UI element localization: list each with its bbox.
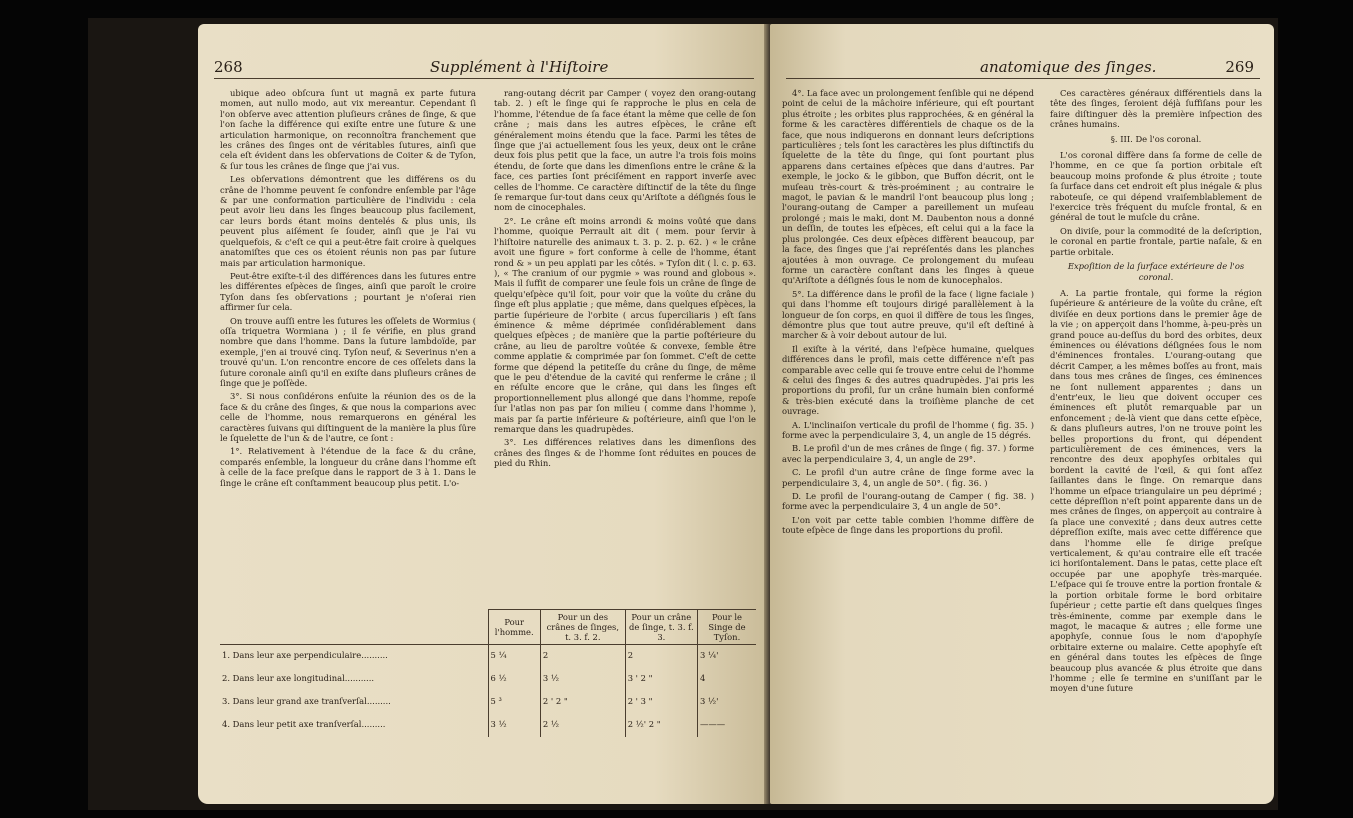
paragraph: B. Le profil d'un de mes crânes de ſinge ( fig. 37. ) forme avec la perpendiculaire 3, 4, un angle de 29°. — [782, 443, 1034, 464]
table-cell: ——— — [697, 714, 756, 737]
page-number: 268 — [214, 58, 243, 76]
table-row — [220, 714, 756, 737]
table-row — [220, 691, 756, 714]
running-head-title: anatomique des ſinges. — [980, 58, 1157, 76]
paragraph: 5°. La différence dans le profil de la face ( ligne faciale ) qui dans l'homme eſt toujours dirigé parallèlement à la longueur de ſon corps, en quoi il diffère de tous les ſinges, démontre plus que tout autre preuve, qu'il eſt deſtiné à marcher & à voir debout autour de lui. — [782, 288, 1034, 341]
table-header-row — [220, 610, 756, 645]
table-cell: 3 ' 2 " — [625, 668, 697, 691]
table-header: Pour l'homme. — [488, 610, 540, 645]
paragraph: L'on voit par cette table combien l'homme diffère de toute eſpèce de ſinge dans les proportions du profil. — [782, 514, 1034, 536]
table-cell: 5 ³ — [488, 691, 540, 714]
table-cell: 2 ' 3 " — [625, 691, 697, 714]
table-row — [220, 645, 756, 669]
paragraph: Ces caractères généraux différentiels dans la tête des ſinges, ſeroient déjà ſuffiſans pour les faire diſtinguer dès la première inſpection des crânes humains. — [1050, 88, 1262, 130]
paragraph: Peut-être exiſte-t-il des différences dans les ſutures entre les différentes eſpèces de ſinges, ainſi que paroît le croire Tyſon dans ſes obſervations ; pourtant je n'oſerai rien affirmer ſur cela. — [220, 270, 476, 313]
row-label: 1. Dans leur axe perpendiculaire.......... — [222, 650, 388, 660]
table-header: Pour un des crânes de ſinges, t. 3. f. 2. — [540, 610, 625, 645]
measurement-table — [220, 609, 756, 737]
text-column-right — [1050, 88, 1262, 697]
paragraph: rang-outang décrit par Camper ( voyez den orang-outang tab. 2. ) eſt le ſinge qui ſe rapproche le plus en cela de l'homme, l'étendue de ſa face étant la même que celle de ſon crâne ; mais dans les autres eſpèces, le crâne eſt généralement moins étendu que la face. Parmi les têtes de ſinge que j'ai actuellement ſous les yeux, deux ont le crâne deux fois plus petit que la face, un autre l'a trois fois moins étendu, de ſorte que dans les dimenſions entre le crâne & la face, ces parties ſont préciſément en rapport inverſe avec celles de l'homme. Ce caractère diſtinctif de la tête du ſinge ſe remarque ſur-tout dans ceux qu'Ariſtote a déſignés ſous le nom de cinocephales. — [494, 88, 756, 213]
paragraph: 3°. Les différences relatives dans les dimenſions des crânes des ſinges & de l'homme ſont réduites en pouces de pied du Rhin. — [494, 437, 756, 469]
table-header: Pour un crâne de ſinge, t. 3. f. 3. — [625, 610, 697, 645]
text-column-right — [494, 88, 756, 472]
table-cell: 3 ½' — [697, 691, 756, 714]
paragraph: On trouve auſſi entre les ſutures les oſſelets de Wormius ( oſſa triquetra Wormiana ) ; il ſe vérifie, en plus grand nombre que dans l'homme. Dans la ſuture lambdoïde, par exemple, j'en ai trouvé cinq. Tyſon neuf, & Severinus n'en a trouvé qu'un. L'on rencontre encore de ces oſſelets dans la ſuture coronale ainſi qu'il en exiſte dans pluſieurs crânes de ſinge que je poſſède. — [220, 315, 476, 388]
paragraph: C. Le profil d'un autre crâne de ſinge forme avec la perpendiculaire 3, 4, un angle de 50°. ( fig. 36. ) — [782, 467, 1034, 488]
paragraph: L'os coronal diffère dans ſa forme de celle de l'homme, en ce que ſa portion orbitale eſt beaucoup moins profonde & plus étroite ; toute ſa ſurface dans cet endroit eſt plus inégale & plus raboteuſe, ce qui dépend vraiſemblablement de l'exercice très fréquent du muſcle frontal, & en général de tout le muſcle du crâne. — [1050, 150, 1262, 223]
paragraph: A. L'inclinaiſon verticale du profil de l'homme ( fig. 35. ) forme avec la perpendiculaire 3, 4, un angle de 15 dégrés. — [782, 419, 1034, 440]
running-head-title: Supplément à l'Hiſtoire — [430, 58, 609, 76]
right-page — [770, 24, 1274, 804]
table-cell: 4 — [697, 668, 756, 691]
paragraph: 1°. Relativement à l'étendue de la face & du crâne, comparés enſemble, la longueur du crâne dans l'homme eſt à celle de la face preſque dans le rapport de 3 à 1. Dans le ſinge le crâne eſt conſtamment beaucoup plus petit. L'o- — [220, 446, 476, 488]
table-cell: 3 ¼' — [697, 645, 756, 669]
left-page — [198, 24, 768, 804]
table-cell: 6 ½ — [488, 668, 540, 691]
page-number: 269 — [1225, 58, 1254, 76]
table-cell: 2 — [625, 645, 697, 669]
paragraph: 2°. Le crâne eſt moins arrondi & moins voûté que dans l'homme, quoique Perrault ait dit ( mem. pour ſervir à l'hiſtoire naturelle des animaux t. 3. p. 2. p. 62. ) « le crâne avoit une figure » fort conforme à celle de l'homme, étant rond & » un peu applati par les côtés. » Tyſon dit ( l. c. p. 63. ), « The cranium of our pygmie » was round and globous ». Mais il ſuffit de comparer une ſeule fois un crâne de ſinge de quelqu'eſpèce qu'il ſoit, pour voir que la voûte du crâne du ſinge eſt plus applatie ; que même, dans quelques eſpèces, la partie ſupérieure de l'orbite ( arcus ſuperciliaris ) eſt ſans éminence & même déprimée conſidérablement dans quelques eſpèces ; de manière que la partie poſtérieure du crâne, au lieu de paroître voûtée & convexe, ſemble être comme applatie & comprimée par ſon ſommet. C'eſt de cette forme que dépend la petiteſſe du crâne du ſinge, de même que le peu d'étendue de la cavité qui renferme le crâne ; il en réſulte encore que le crâne, qui dans les ſinges eſt proportionnellement plus allongé que dans l'homme, repoſe ſur l'atlas non pas par ſon milieu ( comme dans l'homme ), mais par ſa partie inférieure & poſtérieure, ainſi que l'on le remarque dans les quadrupèdes. — [494, 215, 756, 434]
paragraph: On diviſe, pour la commodité de la deſcription, le coronal en partie frontale, partie naſale, & en partie orbitale. — [1050, 225, 1262, 257]
table-cell: 2 ½' 2 " — [625, 714, 697, 737]
text-column-left — [220, 88, 476, 491]
row-label: 4. Dans leur petit axe tranſverſal......... — [222, 719, 386, 729]
book-spread — [88, 18, 1278, 810]
paragraph: 4°. La face avec un prolongement ſenſible qui ne dépend point de celui de la mâchoire inférieure, qui eſt pourtant plus étroite ; les orbites plus rapprochées, & en général la forme & les caractères différentiels de chaque os de la face, que nous indiquerons en donnant leurs deſcriptions particulières ; tels ſont les caractères les plus diſtinctifs du ſquelette de la tête du ſinge, qui ſont pourtant plus apparens dans certaines eſpèces que dans d'autres. Par exemple, le jocko & le gibbon, que Buffon décrit, ont le muſeau très-court & très-proéminent ; au contraire le magot, le pavian & le mandril l'ont beaucoup plus long ; l'ourang-outang de Camper a pareillement un muſeau prolongé ; mais le maki, dont M. Daubenton nous a donné un deſſin, de toutes les eſpèces, eſt celui qui a la face la plus prolongée. Ces deux eſpèces diffèrent beaucoup, par la face, des ſinges que j'ai repréſentés dans les planches ajoutées à mon ouvrage. Ce prolongement du muſeau forme un caractère conſtant dans les ſinges à queue qu'Ariſtote a déſignés ſous le nom de kunocephalos. — [782, 88, 1034, 286]
text-column-left — [782, 88, 1034, 539]
paragraph: ubique adeo obſcura ſunt ut magnā ex parte futura momen, aut nullo modo, aut vix mereantur. Cependant ſi l'on obſerve avec attention pluſieurs crânes de ſinge, & que l'on ſache la différence qui exiſte entre une ſuture & une articulation harmonique, on reconnoîtra franchement que les crânes des ſinges ont de véritables ſutures, ainſi que cela eſt évident dans les obſervations de Coiter & de Tyſon, & ſur tous les crânes de ſinge que j'ai vus. — [220, 88, 476, 171]
paragraph: Les obſervations démontrent que les différens os du crâne de l'homme peuvent ſe confondre enſemble par l'âge & par une conformation particulière de l'individu : cela peut avoir lieu dans les ſinges beaucoup plus facilement, car leurs bords étant moins dentelés & plus unis, ils peuvent plus aiſément ſe ſouder, ainſi que je l'ai vu quelquefois, & c'eſt ce qui a peut-être fait croire à quelques anatomiſtes que ces os étoient réunis non pas par ſuture mais par articulation harmonique. — [220, 174, 476, 268]
table-row — [220, 668, 756, 691]
row-label: 2. Dans leur axe longitudinal........... — [222, 673, 375, 683]
table-cell: 2 ' 2 " — [540, 691, 625, 714]
head-rule — [786, 78, 1260, 79]
section-heading: §. III. De l'os coronal. — [1110, 133, 1202, 144]
table-cell: 3 ½ — [488, 714, 540, 737]
table-cell: 5 ¼ — [488, 645, 540, 669]
table-cell: 3 ½ — [540, 668, 625, 691]
paragraph: 3°. Si nous conſidérons enſuite la réunion des os de la face & du crâne des ſinges, & que nous la comparions avec celle de l'homme, nous remarquerons en général les caractères ſuivans qui diſtinguent de la manière la plus ſûre le ſquelette de l'un & de l'autre, ce ſont : — [220, 391, 476, 443]
table-cell: 2 ½ — [540, 714, 625, 737]
row-label: 3. Dans leur grand axe tranſverſal......... — [222, 696, 391, 706]
paragraph: D. Le profil de l'ourang-outang de Camper ( fig. 38. ) forme avec la perpendiculaire 3, 4 un angle de 50°. — [782, 491, 1034, 512]
table-header: Pour le Singe de Tyſon. — [697, 610, 756, 645]
paragraph: Il exiſte à la vérité, dans l'eſpèce humaine, quelques différences dans le profil, mais cette différence n'eſt pas comparable avec celle qui ſe trouve entre celui de l'homme & celui des ſinges & des autres quadrupèdes. J'ai pris les proportions du profil, ſur un crâne humain bien conformé & très-bien exécuté dans la troiſième planche de cet ouvrage. — [782, 343, 1034, 417]
table-cell: 2 — [540, 645, 625, 669]
head-rule — [214, 78, 754, 79]
subsection-heading: Expoſition de la ſurface extérieure de l'os coronal. — [1067, 261, 1245, 282]
paragraph: A. La partie frontale, qui forme la région ſupérieure & antérieure de la voûte du crâne, eſt diviſée en deux portions dans le premier âge de la vie ; on apperçoit dans l'homme, à-peu-près un grand pouce au-deſſus du bord des orbites, deux éminences ou élévations déſignées ſous le nom d'éminences frontales. L'ourang-outang que décrit Camper, a les mêmes boſſes au front, mais dans tous mes crânes de ſinges, ces éminences ne ſont nullement apparentes ; dans un d'entr'eux, le lieu que doivent occuper ces éminences eſt plutôt remarquable par un enfoncement ; de-là vient que dans cette eſpèce, & dans pluſieurs autres, l'on ne trouve point les belles proportions du front, qui dépendent particulièrement de ces éminences, vers la rencontre des deux apophyſes orbitales qui bordent la cavité de l'œil, & qui ſont aſſez ſaillantes dans le ſinge. On remarque dans l'homme un eſpace triangulaire un peu déprimé ; cette dépreſſion n'eſt point apparente dans un de mes crânes de ſinges, on apperçoit au contraire à ſa place une convexité ; dans deux autres cette dépreſſion exiſte, mais avec cette différence que dans l'homme elle ſe dirige preſque verticalement, & qu'au contraire elle eſt tracée ici horiſontalement. Dans le patas, cette place eſt occupée par une apophyſe très-marquée. L'eſpace qui ſe trouve entre la portion frontale & la portion orbitale forme le bord orbitaire ſupérieur ; cette partie eſt dans quelques ſinges très-éminente, comme par exemple dans le magot, le macaque & autres ; elle forme une apophyſe, connue ſous le nom d'apophyſe orbitaire externe ou malaire. Cette apophyſe eſt en général dans toutes les eſpèces de ſinge beaucoup plus avancée & plus étroite que dans l'homme ; elle ſe termine en s'uniſſant par le moyen d'une ſuture — [1050, 287, 1262, 694]
